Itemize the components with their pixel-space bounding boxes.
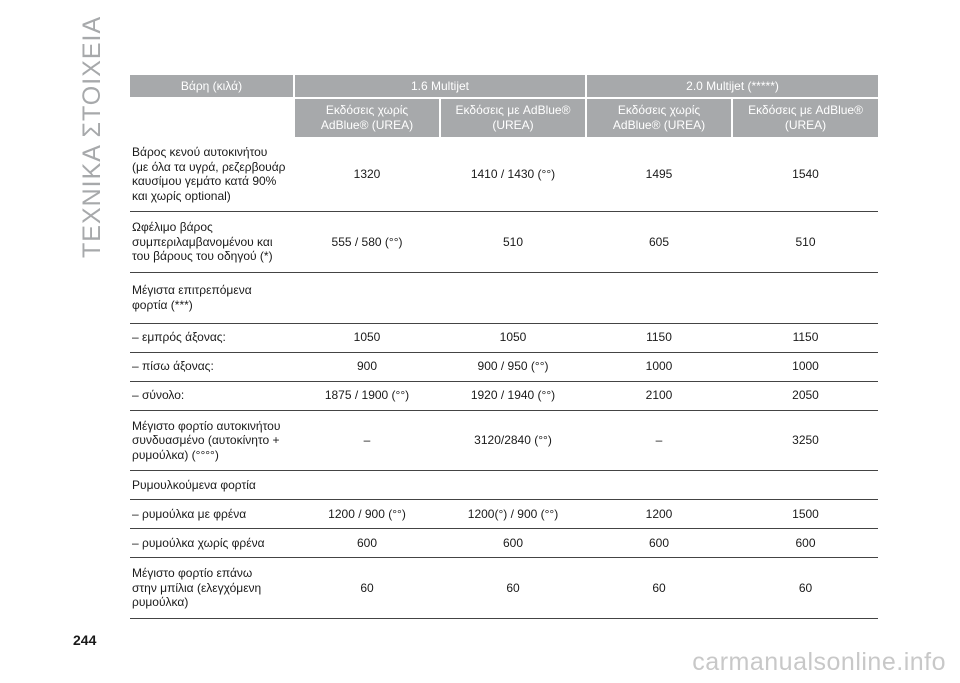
- row-label-line: ρυμούλκα): [132, 595, 189, 609]
- page-number: 244: [73, 632, 97, 648]
- row-label-line: (με όλα τα υγρά, ρεζερβουάρ: [132, 159, 286, 174]
- row-label-line: – ρυμούλκα χωρίς φρένα: [132, 535, 265, 550]
- value-cell: 1000: [731, 353, 878, 382]
- value-cell: 1150: [585, 324, 731, 353]
- value-cell: 1200 / 900 (°°): [293, 500, 439, 529]
- value-cell: 900 / 950 (°°): [439, 353, 585, 382]
- header-engine-20: 2.0 Multijet (*****): [585, 75, 878, 99]
- header-engine-16: 1.6 Multijet: [293, 75, 585, 99]
- value-cell: 1920 / 1940 (°°): [439, 382, 585, 411]
- row-label-line: – σύνολο:: [132, 388, 185, 403]
- row-label-line: καυσίμου γεμάτο κατά 90%: [132, 174, 277, 188]
- value-cell: [293, 273, 439, 324]
- table-row: [130, 382, 878, 411]
- row-label-line: – πίσω άξονας:: [132, 359, 214, 374]
- value-cell: 1000: [585, 353, 731, 382]
- table-row: [130, 471, 878, 500]
- row-label: [130, 212, 293, 273]
- row-label: [130, 558, 293, 619]
- header-blank-cell: [130, 99, 293, 137]
- row-label: [130, 382, 293, 411]
- row-label-line: – ρυμούλκα με φρένα: [132, 506, 247, 521]
- header-version-2: [439, 99, 585, 137]
- row-label-line: Ρυμουλκούμενα φορτία: [132, 477, 256, 492]
- value-cell: –: [585, 411, 731, 472]
- header-version-line: Εκδόσεις χωρίς: [325, 103, 409, 117]
- header-version-line: AdBlue® (UREA): [612, 118, 706, 132]
- header-version-line: Εκδόσεις με AdBlue®: [748, 103, 863, 117]
- value-cell: 3250: [731, 411, 878, 472]
- row-label: [130, 529, 293, 558]
- row-label-line: – εμπρός άξονας:: [132, 330, 226, 345]
- value-cell: –: [293, 411, 439, 472]
- value-cell: 1050: [439, 324, 585, 353]
- header-version-line: (UREA): [784, 118, 827, 132]
- value-cell: 1200(°) / 900 (°°): [439, 500, 585, 529]
- row-label-line: Μέγιστο φορτίο αυτοκινήτου: [132, 418, 281, 433]
- value-cell: 3120/2840 (°°): [439, 411, 585, 472]
- header-version-line: Εκδόσεις χωρίς: [617, 103, 701, 117]
- weights-table: [130, 75, 878, 619]
- table-row: [130, 137, 878, 212]
- value-cell: [439, 273, 585, 324]
- value-cell: 1320: [293, 137, 439, 212]
- watermark: carmanualsonline.info: [692, 648, 946, 676]
- row-label-line: συμπεριλαμβανομένου και: [132, 234, 273, 249]
- header-version-line: (UREA): [492, 118, 534, 132]
- section-title: ΤΕΧΝΙΚΑ ΣΤΟΙΧΕΙΑ: [78, 15, 106, 258]
- row-label: [130, 273, 293, 324]
- value-cell: 1050: [293, 324, 439, 353]
- table-row: [130, 353, 878, 382]
- row-label-line: και χωρίς optional): [132, 188, 231, 203]
- row-label: [130, 353, 293, 382]
- header-version-line: AdBlue® (UREA): [320, 118, 414, 132]
- value-cell: [293, 471, 439, 500]
- value-cell: [585, 273, 731, 324]
- value-cell: 2100: [585, 382, 731, 411]
- value-cell: 60: [293, 558, 439, 619]
- value-cell: [731, 471, 878, 500]
- value-cell: 1410 / 1430 (°°): [439, 137, 585, 212]
- value-cell: 1200: [585, 500, 731, 529]
- row-label-line: Βάρος κενού αυτοκινήτου: [132, 145, 268, 159]
- value-cell: 600: [439, 529, 585, 558]
- header-version-1: [293, 99, 439, 137]
- value-cell: 1150: [731, 324, 878, 353]
- row-label-line: Μέγιστο φορτίο επάνω: [132, 566, 253, 580]
- value-cell: 60: [731, 558, 878, 619]
- value-cell: 900: [293, 353, 439, 382]
- value-cell: 510: [439, 212, 585, 273]
- row-label-line: Ωφέλιμο βάρος: [132, 220, 213, 234]
- row-label: [130, 500, 293, 529]
- header-row-top: [130, 75, 878, 99]
- row-label-line: φορτία (***): [132, 297, 193, 312]
- table-row: [130, 500, 878, 529]
- value-cell: 605: [585, 212, 731, 273]
- row-label: [130, 411, 293, 472]
- row-label: [130, 137, 293, 212]
- row-label-line: ρυμούλκα) (°°°°): [132, 447, 219, 462]
- row-label: [130, 324, 293, 353]
- value-cell: 1875 / 1900 (°°): [293, 382, 439, 411]
- header-version-4: [731, 99, 878, 137]
- value-cell: 1495: [585, 137, 731, 212]
- value-cell: 1540: [731, 137, 878, 212]
- table-row: [130, 273, 878, 324]
- header-weights-label: Βάρη (κιλά): [130, 75, 293, 99]
- value-cell: 510: [731, 212, 878, 273]
- table-row: [130, 411, 878, 472]
- row-label-line: του βάρους του οδηγού (*): [132, 249, 273, 263]
- value-cell: 60: [585, 558, 731, 619]
- value-cell: 2050: [731, 382, 878, 411]
- value-cell: 60: [439, 558, 585, 619]
- row-label-line: Μέγιστα επιτρεπόμενα: [132, 283, 252, 297]
- value-cell: 600: [731, 529, 878, 558]
- table-row: [130, 212, 878, 273]
- header-version-3: [585, 99, 731, 137]
- table-body: [130, 137, 878, 619]
- value-cell: 600: [293, 529, 439, 558]
- value-cell: [731, 273, 878, 324]
- value-cell: 1500: [731, 500, 878, 529]
- row-label-line: συνδυασμένο (αυτοκίνητο +: [132, 433, 280, 447]
- value-cell: 600: [585, 529, 731, 558]
- row-label: [130, 471, 293, 500]
- table-row: [130, 324, 878, 353]
- value-cell: [439, 471, 585, 500]
- value-cell: [585, 471, 731, 500]
- row-label-line: στην μπίλια (ελεγχόμενη: [132, 580, 262, 595]
- header-version-line: Εκδόσεις με AdBlue®: [455, 103, 571, 117]
- table-row: [130, 529, 878, 558]
- value-cell: 555 / 580 (°°): [293, 212, 439, 273]
- table-row: [130, 558, 878, 619]
- header-row-sub: [130, 99, 878, 137]
